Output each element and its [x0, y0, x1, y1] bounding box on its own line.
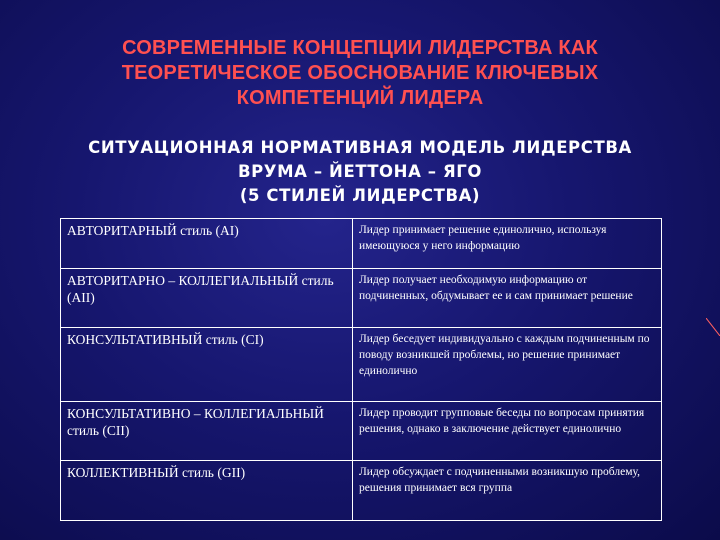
style-description: Лидер получает необходимую информацию от подчиненных, обдумывает ее и сам принимает решение	[353, 269, 662, 328]
subtitle-line-2: ВРУМА – ЙЕТТОНА – ЯГО	[237, 162, 483, 181]
table-row	[61, 402, 662, 461]
style-name: КОНСУЛЬТАТИВНЫЙ стиль (CI)	[61, 328, 353, 402]
decorative-line	[706, 318, 720, 336]
style-description: Лидер проводит групповые беседы по вопросам принятия решения, однако в заключение действует единолично	[353, 402, 662, 461]
style-description: Лидер обсуждает с подчиненными возникшую проблему, решения принимает вся группа	[353, 461, 662, 521]
style-name: КОЛЛЕКТИВНЫЙ стиль (GII)	[61, 461, 353, 521]
style-name: КОНСУЛЬТАТИВНО – КОЛЛЕГИАЛЬНЫЙ стиль (CII)	[61, 402, 353, 461]
slide-subtitle	[20, 136, 700, 208]
style-name: АВТОРИТАРНЫЙ стиль (AI)	[61, 219, 353, 269]
subtitle-line-1: СИТУАЦИОННАЯ НОРМАТИВНАЯ МОДЕЛЬ ЛИДЕРСТВА	[88, 138, 632, 157]
slide-title: СОВРЕМЕННЫЕ КОНЦЕПЦИИ ЛИДЕРСТВА КАК ТЕОРЕТИЧЕСКОЕ ОБОСНОВАНИЕ КЛЮЧЕВЫХ КОМПЕТЕНЦИЙ ЛИДЕРА	[121, 37, 599, 109]
style-description: Лидер принимает решение единолично, используя имеющуюся у него информацию	[353, 219, 662, 269]
table-row	[61, 269, 662, 328]
table-row	[61, 328, 662, 402]
style-name: АВТОРИТАРНО – КОЛЛЕГИАЛЬНЫЙ стиль (AII)	[61, 269, 353, 328]
subtitle-line-3: (5 СТИЛЕЙ ЛИДЕРСТВА)	[239, 186, 481, 205]
table-row	[61, 219, 662, 269]
leadership-styles-table	[60, 218, 662, 521]
style-description: Лидер беседует индивидуально с каждым подчиненным по поводу возникшей проблемы, но решение принимает единолично	[353, 328, 662, 402]
table-row	[61, 461, 662, 521]
